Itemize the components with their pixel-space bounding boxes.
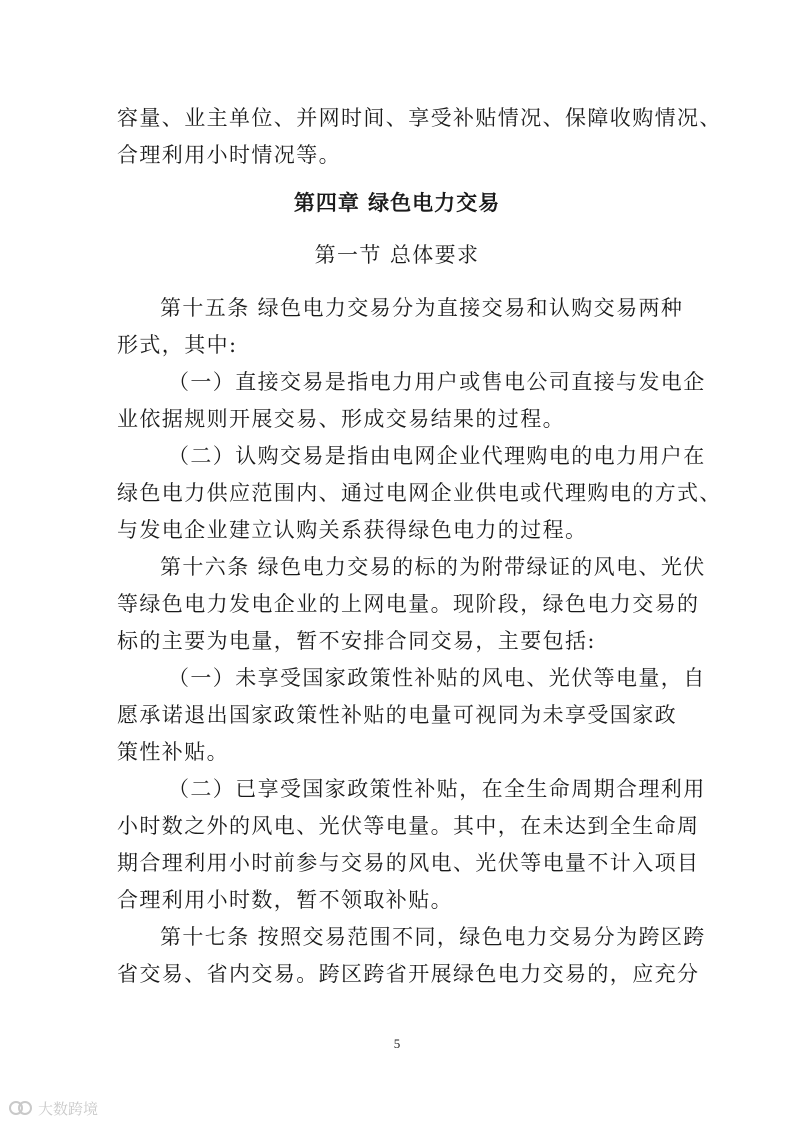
- watermark-text: 大数跨境: [38, 1099, 99, 1118]
- item-3-line-2: 愿承诺退出国家政策性补贴的电量可视同为未享受国家政: [117, 703, 677, 727]
- page-number: 5: [393, 1036, 401, 1051]
- item-1-line-2: 业依据规则开展交易、形成交易结果的过程。: [117, 407, 565, 431]
- paragraph-line: 容量、业主单位、并网时间、享受补贴情况、保障收购情况、: [117, 106, 722, 130]
- article-17-line-2: 省交易、省内交易。跨区跨省开展绿色电力交易的，应充分: [117, 962, 700, 986]
- article-16-line-1: 第十六条 绿色电力交易的标的为附带绿证的风电、光伏: [160, 555, 706, 579]
- article-15-line-1: 第十五条 绿色电力交易分为直接交易和认购交易两种: [160, 296, 684, 320]
- item-3-line-1: （一）未享受国家政策性补贴的风电、光伏等电量，自: [168, 666, 706, 690]
- item-3-line-3: 策性补贴。: [117, 740, 229, 764]
- item-2-line-1: （二）认购交易是指由电网企业代理购电的电力用户在: [168, 444, 706, 468]
- watermark: [8, 1096, 98, 1120]
- item-2-line-3: 与发电企业建立认购关系获得绿色电力的过程。: [117, 518, 588, 542]
- article-16-line-3: 标的主要为电量，暂不安排合同交易，主要包括:: [117, 629, 596, 653]
- article-15-line-2: 形式，其中:: [117, 333, 238, 357]
- item-1-line-1: （一）直接交易是指电力用户或售电公司直接与发电企: [168, 370, 706, 394]
- article-16-line-2: 等绿色电力发电企业的上网电量。现阶段，绿色电力交易的: [117, 592, 700, 616]
- item-4-line-1: （二）已享受国家政策性补贴，在全生命周期合理利用: [168, 777, 706, 801]
- item-4-line-3: 期合理利用小时前参与交易的风电、光伏等电量不计入项目: [117, 851, 700, 875]
- brand-logo-icon: [8, 1098, 34, 1118]
- item-4-line-4: 合理利用小时数，暂不领取补贴。: [117, 888, 453, 912]
- paragraph-line: 合理利用小时情况等。: [117, 143, 341, 167]
- article-17-line-1: 第十七条 按照交易范围不同，绿色电力交易分为跨区跨: [160, 925, 706, 949]
- chapter-title: 第四章 绿色电力交易: [293, 191, 501, 215]
- item-2-line-2: 绿色电力供应范围内、通过电网企业供电或代理购电的方式、: [117, 481, 722, 505]
- item-4-line-2: 小时数之外的风电、光伏等电量。其中，在未达到全生命周: [117, 814, 700, 838]
- section-title: 第一节 总体要求: [314, 243, 480, 267]
